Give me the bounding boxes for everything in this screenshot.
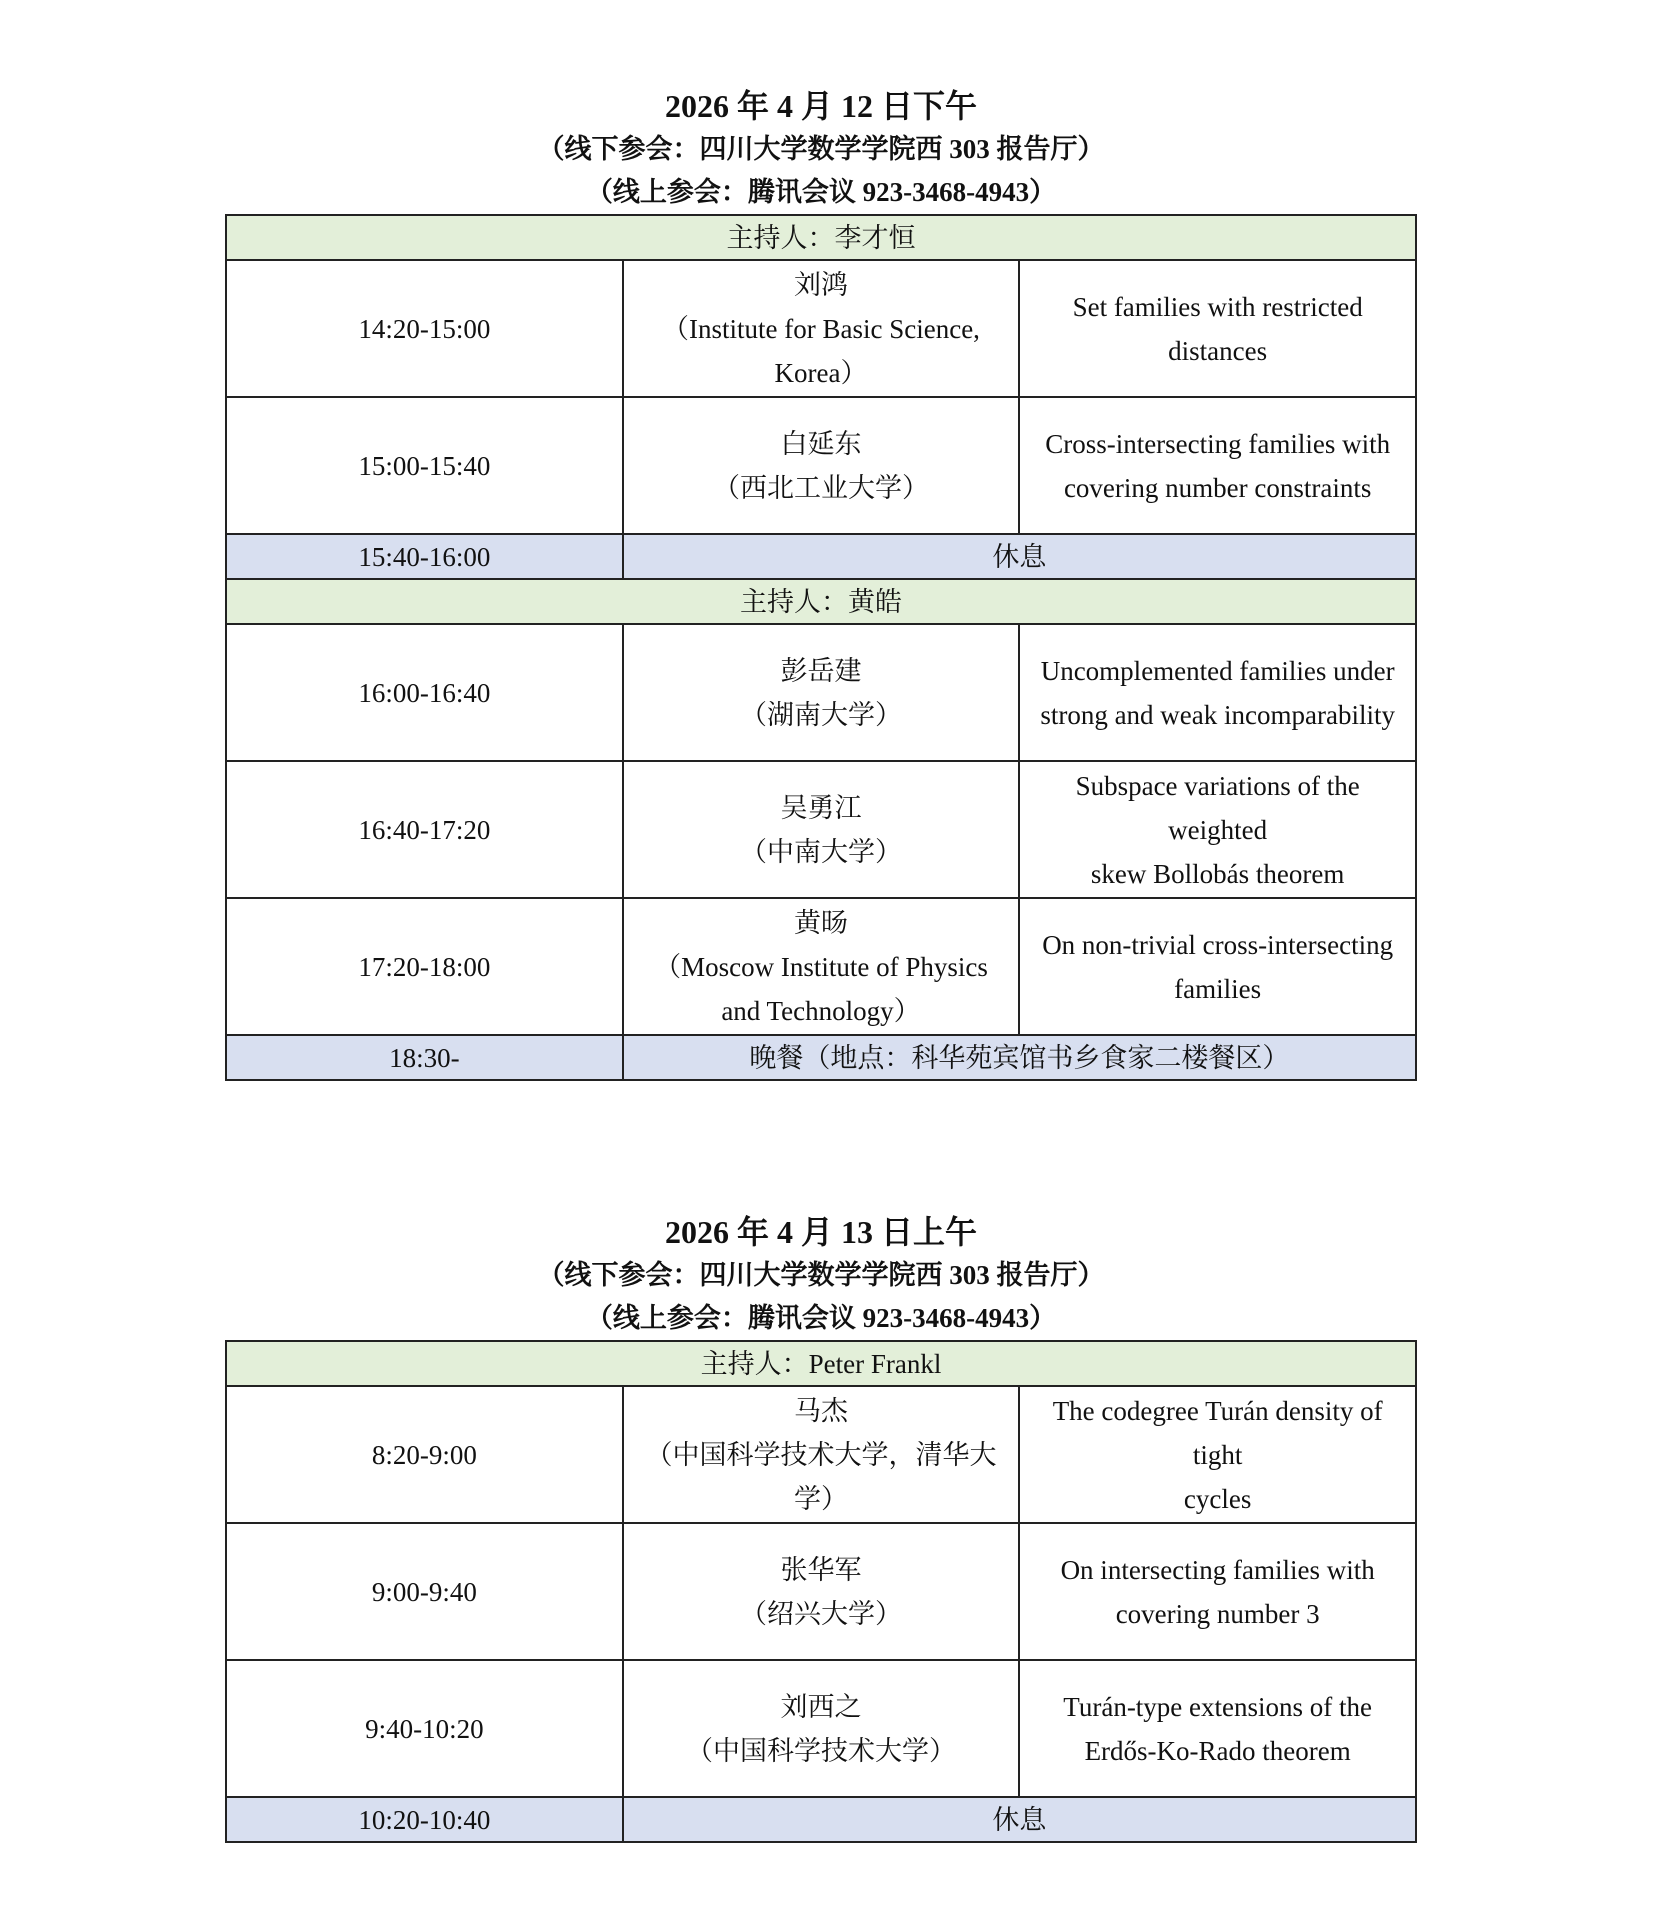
break-time: 15:40-16:00 [226,534,623,579]
talk-title-line: Set families with restricted [1072,291,1363,322]
online-meeting: （线上参会：腾讯会议 923-3468-4943） [585,177,1057,207]
talk-title-cell [1019,260,1416,397]
chair-row [226,1341,1416,1386]
table-row [226,397,1416,534]
dinner-row [226,1035,1416,1080]
speaker-cell [623,898,1020,1035]
break-label: 休息 [623,534,1416,579]
talk-title-line: On intersecting families with [1060,1554,1375,1585]
talk-title-cell [1019,1523,1416,1660]
talk-title-line: families [1174,973,1262,1004]
break-row [226,1797,1416,1842]
talk-title-cell [1019,1660,1416,1797]
speaker-affiliation: （绍兴大学） [739,1598,902,1629]
speaker-affiliation: （Moscow Institute of Physics [654,951,988,982]
talk-title-line: distances [1168,335,1268,366]
talk-title-line: Erdős-Ko-Rado theorem [1084,1735,1351,1766]
talk-title-cell [1019,898,1416,1035]
talk-title-line: Cross-intersecting families with [1045,428,1391,459]
speaker-affiliation-cont: Korea） [774,357,868,388]
break-time: 10:20-10:40 [226,1797,623,1842]
speaker-cell [623,1523,1020,1660]
day-title: 2026 年 4 月 13 日上午 [664,1214,977,1250]
speaker-affiliation: （西北工业大学） [712,472,929,503]
talk-title-cell [1019,624,1416,761]
talk-title-line: Turán-type extensions of the [1063,1691,1373,1722]
speaker-affiliation: （Institute for Basic Science, [662,313,980,344]
table-row [226,761,1416,898]
talk-title-cell [1019,1386,1416,1523]
speaker-name: 黄旸 [793,907,848,938]
talk-title-line: cycles [1183,1483,1252,1514]
talk-time: 17:20-18:00 [226,898,623,1035]
schedule-table [225,214,1417,1081]
day-header [225,1210,1417,1340]
speaker-name: 刘西之 [780,1691,862,1722]
talk-time: 8:20-9:00 [226,1386,623,1523]
talk-title-line: Subspace variations of the weighted [1075,770,1360,845]
table-row [226,1523,1416,1660]
speaker-affiliation: （湖南大学） [739,699,902,730]
dinner-time: 18:30- [226,1035,623,1080]
talk-title-line: covering number 3 [1115,1598,1320,1629]
speaker-affiliation-cont: 学） [793,1483,848,1514]
speaker-affiliation: （中国科学技术大学，清华大 [645,1439,997,1470]
speaker-cell [623,1386,1020,1523]
talk-time: 9:40-10:20 [226,1660,623,1797]
talk-time: 14:20-15:00 [226,260,623,397]
speaker-cell [623,624,1020,761]
break-label: 休息 [623,1797,1416,1842]
day-header [225,84,1417,214]
chair-label: 主持人：Peter Frankl [226,1341,1416,1386]
day-title: 2026 年 4 月 12 日下午 [664,88,977,124]
table-row [226,1386,1416,1523]
speaker-name: 马杰 [793,1395,848,1426]
talk-time: 15:00-15:40 [226,397,623,534]
online-meeting: （线上参会：腾讯会议 923-3468-4943） [585,1303,1057,1333]
speaker-name: 张华军 [780,1554,862,1585]
talk-time: 16:40-17:20 [226,761,623,898]
talk-title-line: The codegree Turán density of tight [1052,1395,1383,1470]
speaker-affiliation-cont: and Technology） [721,995,921,1026]
table-row [226,260,1416,397]
talk-time: 16:00-16:40 [226,624,623,761]
offline-venue: （线下参会：四川大学数学学院西 303 报告厅） [537,134,1105,164]
talk-title-line: covering number constraints [1063,472,1372,503]
speaker-cell [623,260,1020,397]
talk-title-line: Uncomplemented families under [1040,655,1395,686]
speaker-affiliation: （中南大学） [739,836,902,867]
chair-row [226,579,1416,624]
chair-label: 主持人：李才恒 [226,215,1416,260]
talk-title-cell [1019,397,1416,534]
offline-venue: （线下参会：四川大学数学学院西 303 报告厅） [537,1260,1105,1290]
speaker-name: 彭岳建 [780,655,862,686]
speaker-affiliation: （中国科学技术大学） [685,1735,956,1766]
talk-title-cell [1019,761,1416,898]
talk-time: 9:00-9:40 [226,1523,623,1660]
chair-row [226,215,1416,260]
table-row [226,1660,1416,1797]
talk-title-line: strong and weak incomparability [1040,699,1395,730]
dinner-label: 晚餐（地点：科华苑宾馆书乡食家二楼餐区） [623,1035,1416,1080]
speaker-cell [623,1660,1020,1797]
table-row [226,898,1416,1035]
chair-label: 主持人：黄皓 [226,579,1416,624]
schedule-day-2 [225,1210,1417,1843]
speaker-cell [623,397,1020,534]
talk-title-line: skew Bollobás theorem [1090,858,1345,889]
talk-title-line: On non-trivial cross-intersecting [1042,929,1394,960]
table-row [226,624,1416,761]
schedule-day-1 [225,84,1417,1081]
speaker-name: 白延东 [780,428,862,459]
speaker-cell [623,761,1020,898]
speaker-name: 吴勇江 [780,792,862,823]
schedule-table [225,1340,1417,1843]
break-row [226,534,1416,579]
speaker-name: 刘鸿 [793,269,848,300]
